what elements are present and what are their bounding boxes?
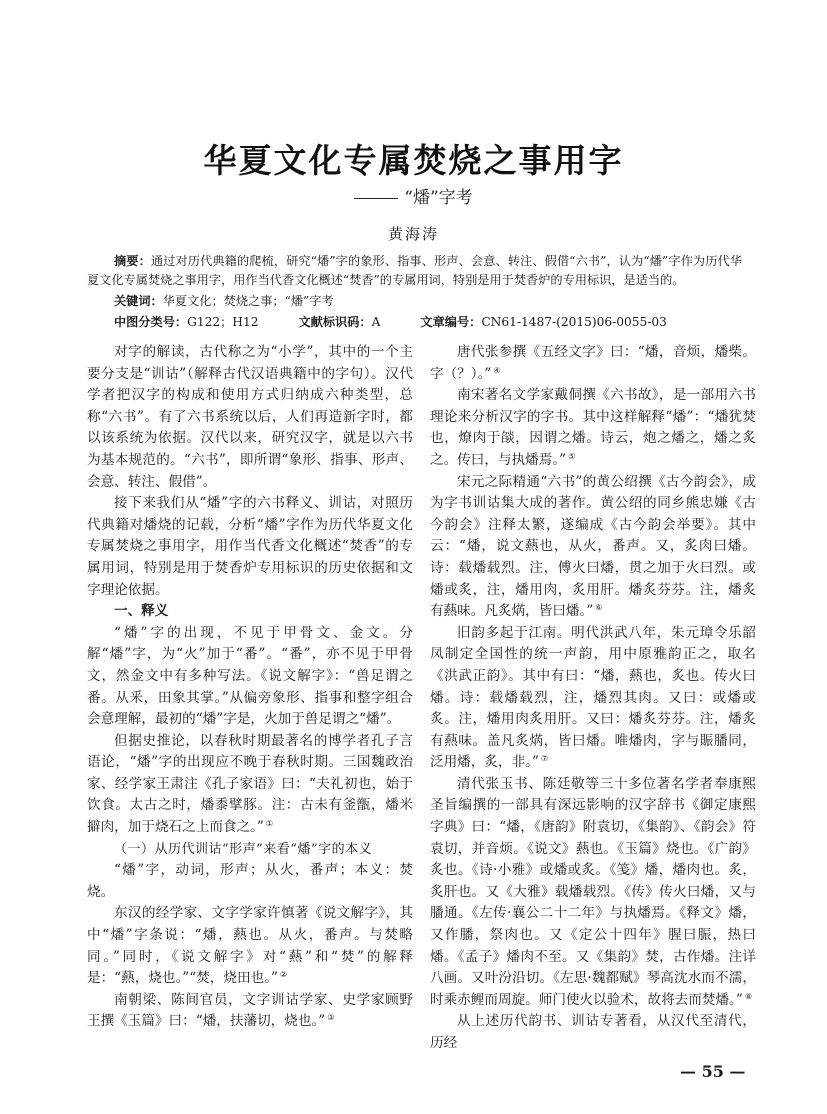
footnote-marker[interactable]: ⑤ — [568, 451, 576, 461]
keywords-label: 关键词： — [114, 294, 163, 308]
paragraph — [430, 1011, 756, 1054]
footnote-marker[interactable]: ③ — [327, 1013, 335, 1023]
paragraph-text: “燔”字的出现，不见于甲骨文、金文。分解“燔”字，为“火”加于“番”。“番”，亦不见于甲骨文，然金文中有多种写法。《说文解字》：“兽足谓之番。从釆，田象其掌。”从偏旁象形、指事和整字组合会意理解，最初的“燔”字是，火加于兽足谓之“燔”。 — [87, 624, 413, 728]
paragraph-text: 旧韵多起于江南。明代洪武八年，朱元璋令乐韶凤制定全国性的统一声韵，用中原雅韵正之，取名《洪武正韵》。其中有曰：“燔，爇也，炙也。传火曰燔。诗：载燔载烈，注，燔烈其肉。又曰：或燔或炙。注，燔用肉炙用肝。又曰：燔炙芬芬。注，燔炙有爇味。盖凡炙焫，皆曰燔。唯燔肉，字与賑膰同，泛用燔，炙，非。” — [430, 624, 756, 771]
abstract-label: 摘要： — [114, 254, 151, 268]
clc-label: 中图分类号： — [114, 315, 188, 329]
body-columns — [87, 342, 756, 1055]
article-header — [0, 0, 827, 332]
abstract — [87, 252, 742, 290]
right-column — [430, 342, 756, 1055]
page-number: — 55 — — [680, 1061, 746, 1081]
left-column — [87, 342, 413, 1033]
footnote-marker[interactable]: ④ — [493, 365, 501, 375]
paragraph — [87, 731, 413, 839]
footnote-marker[interactable]: ⑦ — [540, 754, 549, 764]
section-heading — [87, 839, 413, 861]
footnote-marker[interactable]: ⑧ — [744, 991, 752, 1001]
paragraph-text: 从上述历代韵书、训诂专著看，从汉代至清代，历经 — [430, 1013, 756, 1051]
paragraph — [430, 623, 756, 774]
paragraph — [430, 472, 756, 623]
keywords — [114, 292, 742, 311]
article-title: 华夏文化专属焚烧之事用字 — [203, 141, 624, 180]
footnote-marker[interactable]: ② — [279, 970, 288, 980]
subtitle-dash — [354, 198, 398, 199]
footnote-marker[interactable]: ⑥ — [595, 603, 603, 613]
paragraph-text: 南朝梁、陈间官员，文字训诂学家、史学家顾野王撰《玉篇》曰：“燔，扶藩切，烧也。” — [87, 991, 413, 1030]
section-heading — [87, 601, 413, 623]
paragraph-text: 宋元之际精通“六书”的黄公绍撰《古今韵会》，成为字书训诂集大成的著作。黄公绍的同乡熊忠嫌《古今韵会》注释太繁，遂编成《古今韵会举要》。其中云：“燔，说文爇也，从火，番声。又，炙肉曰燔。诗：载燔载烈。注，傅火曰燔，贯之加于火曰烈。或燔或炙，注，燔用肉，炙用肝。燔炙芬芬。注，燔炙有爇味。凡炙焫，皆曰燔。” — [430, 473, 756, 620]
article-number — [420, 313, 666, 332]
paragraph — [87, 493, 413, 601]
paragraph-text: 接下来我们从“燔”字的六书释义、训诂，对照历代典籍对燔烧的记载，分析“燔”字作为历代华夏文化专属焚烧之事用字，用作当代香文化概述“焚香”的专属用词，特别是用于焚香炉专用标识的历史依据和文字理论依据。 — [87, 495, 413, 598]
paragraph-text: 东汉的经学家、文字学家许慎著《说文解字》，其中“燔”字条说：“燔，爇也。从火，番声。与焚略同。”同时，《说文解字》对“爇”和“焚”的解释是：“爇，烧也。”“焚，烧田也。” — [87, 905, 413, 987]
paragraph-text: 对字的解读，古代称之为“小学”，其中的一个主要分支是“训诂”（解释古代汉语典籍中的字句）。汉代学者把汉字的构成和使用方式归纳成六种类型，总称“六书”。有了六书系统以后，人们再造新字时，都以该系统为依据。汉代以来，研究汉字，就是以六书为基本规范的。“六书”，即所谓“象形、指事、形声、会意、转注、假借”。 — [87, 344, 413, 490]
paragraph-text: 南宋著名文学家戴侗撰《六书故》，是一部用六书理论来分析汉字的字书。其中这样解释“燔”：“燔犹焚也，燎肉于燄，因谓之燔。诗云，炮之燔之，燔之炙之。传曰，与执燔焉。” — [430, 387, 756, 468]
article-meta — [114, 313, 754, 332]
paragraph — [430, 774, 756, 1012]
abstract-text: 通过对历代典籍的爬梳，研究“燔”字的象形、指事、形声、会意、转注、假借“六书”，认为“燔”字作为历代华夏文化专属焚烧之事用字，用作当代香文化概述“焚香”的专属用词，特别是用于焚香炉的专用标识，是适当的。 — [87, 254, 743, 287]
paragraph — [87, 903, 413, 989]
paragraph-text: 唐代张参撰《五经文字》曰：“燔，音烦，燔柴。字（？）。” — [430, 344, 756, 382]
author-name: 黄海涛 — [387, 225, 439, 243]
paragraph — [87, 990, 413, 1033]
keywords-text: 华夏文化；焚烧之事；“燔”字考 — [162, 294, 334, 308]
paragraph-text: （一）从历代训诂“形声”来看“燔”字的本义 — [114, 841, 373, 857]
paragraph — [430, 385, 756, 471]
document-code — [298, 313, 380, 332]
subtitle-text: “燔”字考 — [404, 188, 473, 208]
clc-number — [114, 313, 258, 332]
paragraph-text: 一、释义 — [114, 603, 169, 620]
paragraph — [87, 623, 413, 731]
footnote-marker[interactable]: ① — [265, 819, 274, 829]
article-value: CN61-1487-(2015)06-0055-03 — [481, 315, 667, 329]
paragraph — [87, 860, 413, 903]
article-subtitle — [0, 186, 827, 210]
doc-value: A — [371, 315, 381, 329]
paragraph-text: “燔”字，动词，形声；从火，番声；本义：焚烧。 — [87, 862, 413, 900]
paragraph — [430, 342, 756, 385]
paragraph — [87, 342, 413, 493]
paragraph-text: 但据史推论，以春秋时期最著名的博学者孔子言语论，“燔”字的出现应不晚于春秋时期。三国魏政治家、经学家王肃注《孔子家语》曰：“夫礼初也，始于饮食。太古之时，燔黍擘豚。注：古未有釜甑，燔米擗肉，加于烧石之上而食之。” — [87, 732, 413, 836]
doc-label: 文献标识码： — [298, 315, 372, 329]
paragraph-text: 清代张玉书、陈廷敬等三十多位著名学者奉康熙圣旨编撰的一部具有深远影响的汉字辞书《御定康熙字典》曰：“燔，《唐韵》附袁切，《集韵》、《韵会》符袁切，并音烦。《说文》爇也。《玉篇》烧也。《广韵》炙也。《诗·小雅》或燔或炙。《笺》燔，燔肉也。炙，炙肝也。又《大雅》载燔载烈。《传》传火曰燔，又与膰通。《左传·襄公二十二年》与执燔焉。《释文》燔，又作膰，祭肉也。又《定公十四年》腥曰脤，热曰燔。《孟子》燔肉不至。又《集韵》焚，古作燔。注详八画。又叶汾沿切。《左思·魏都赋》琴高沈水而不濡，时乘赤鲤而周旋。师门使火以验术，故将去而焚燔。” — [430, 775, 756, 1008]
article-label: 文章编号： — [420, 315, 482, 329]
clc-value: G122；H12 — [187, 315, 259, 329]
